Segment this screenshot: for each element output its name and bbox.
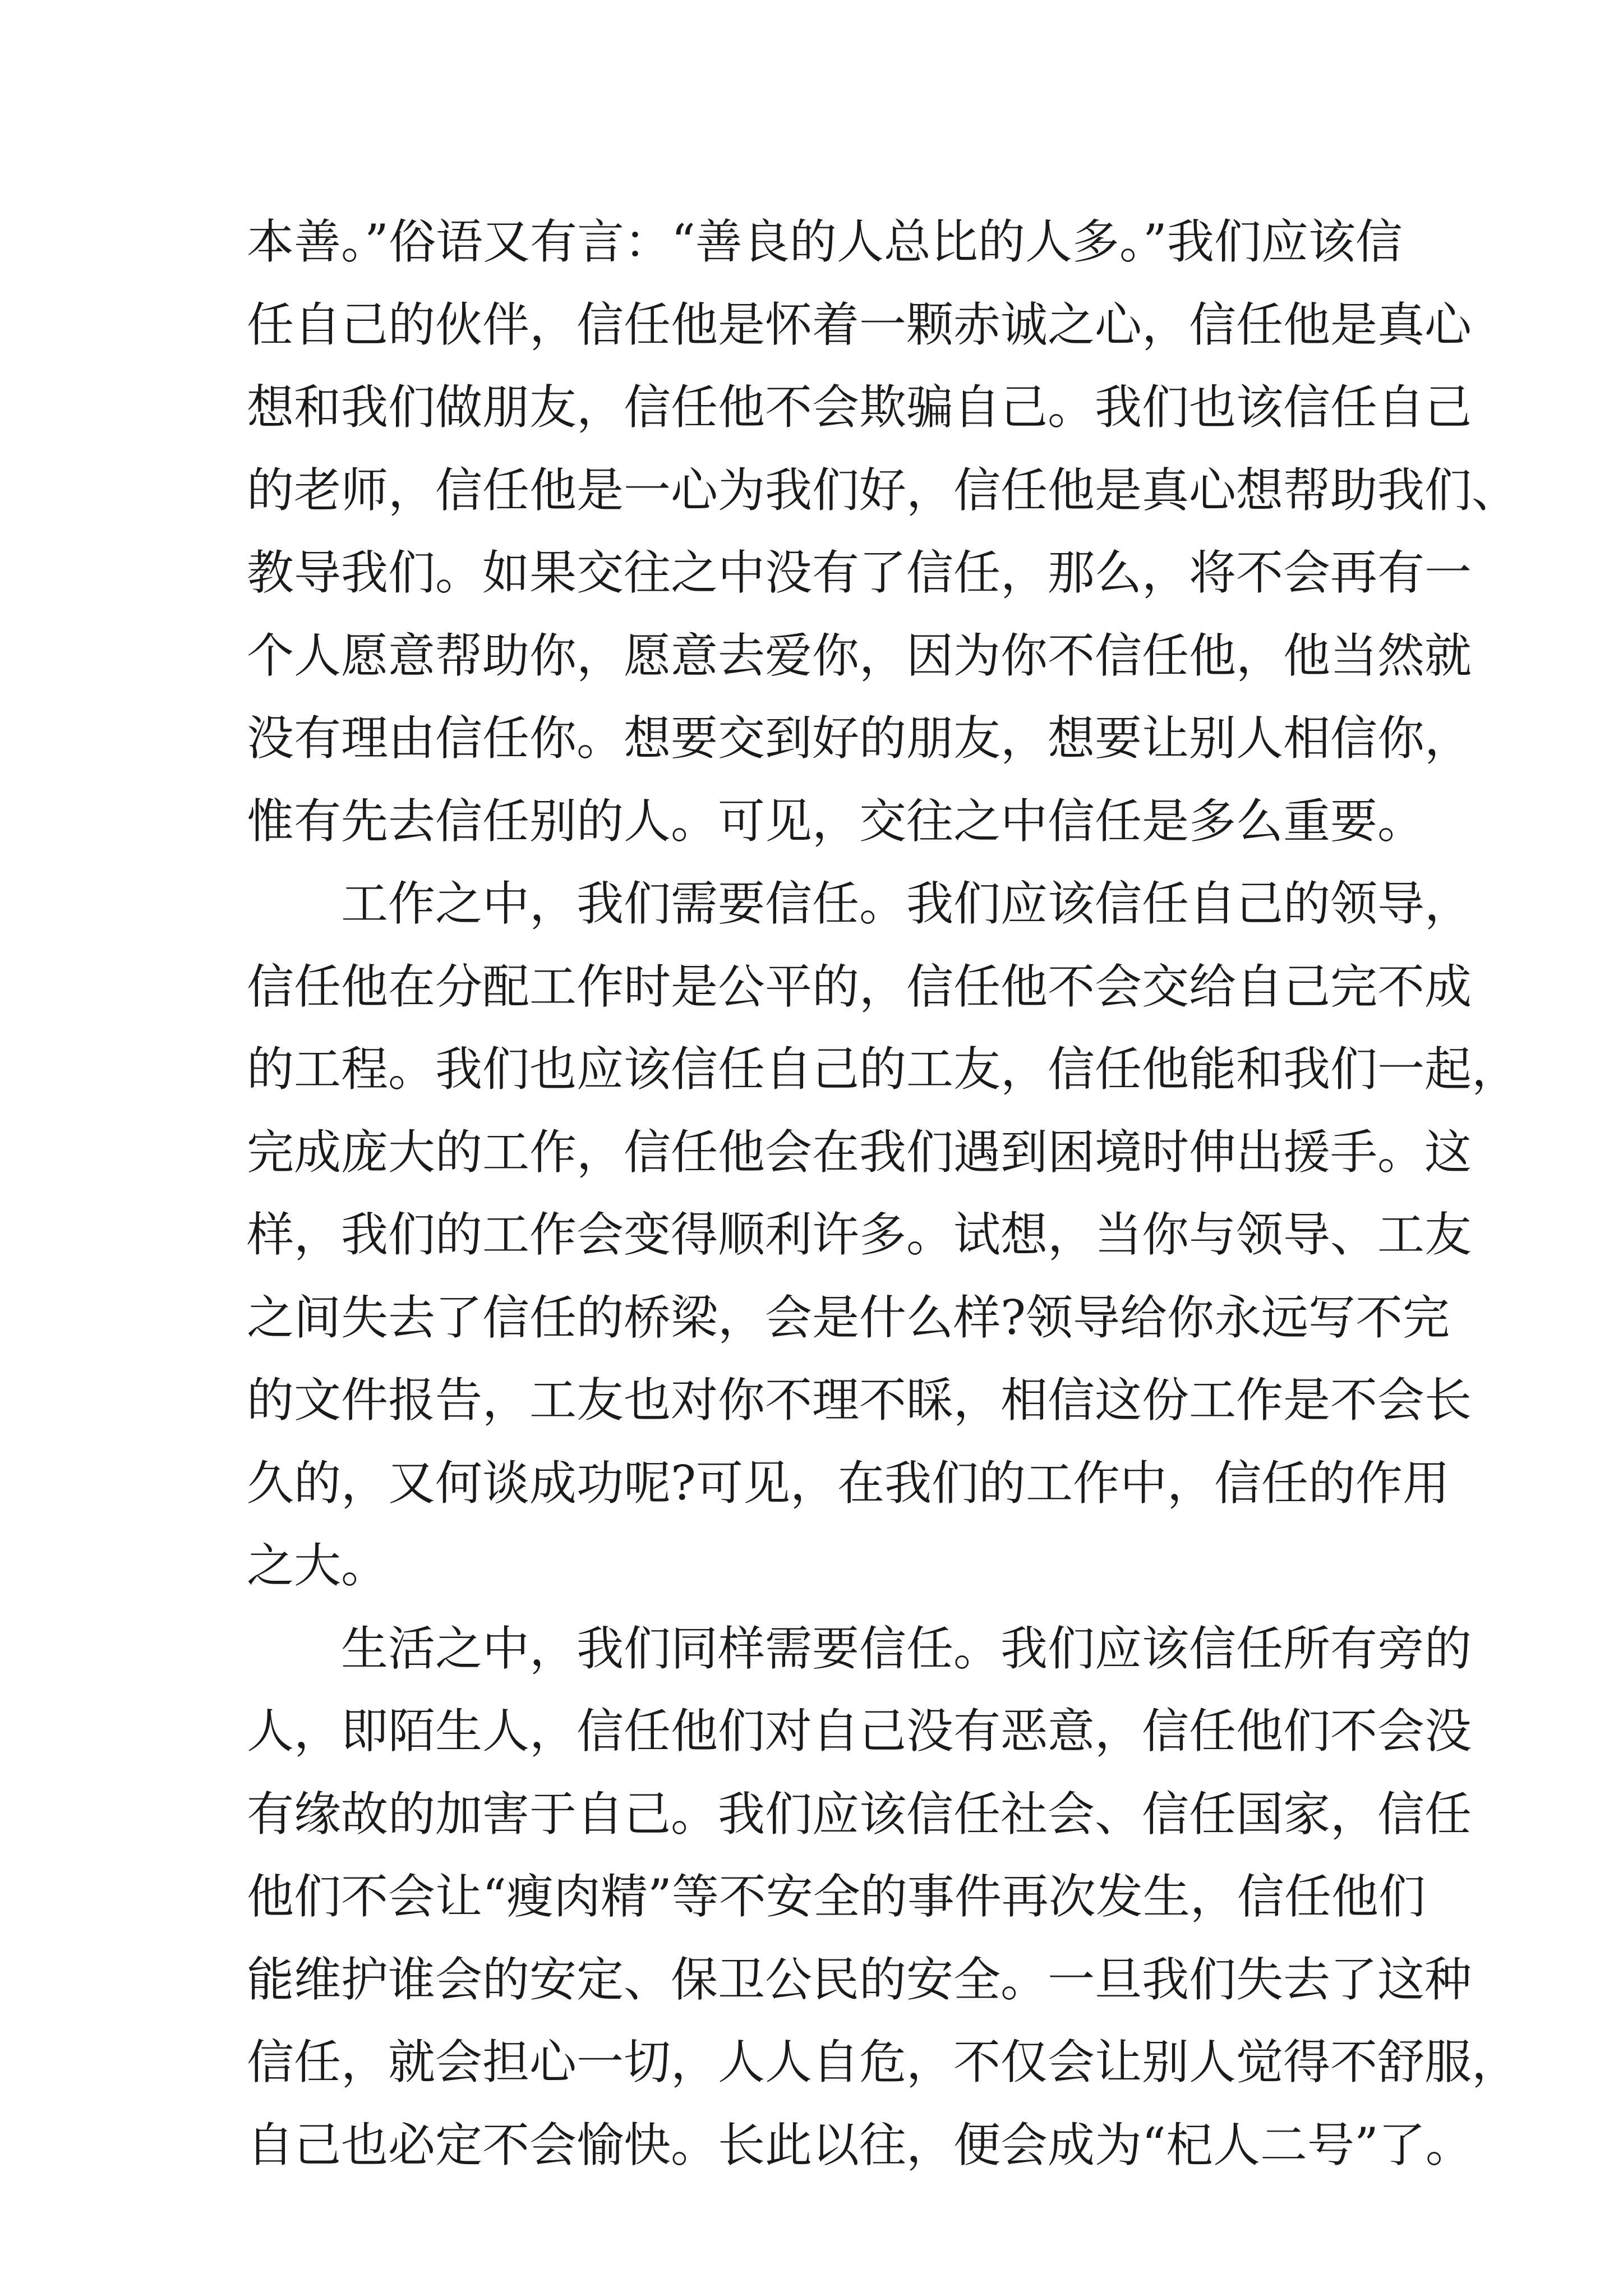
text-line: 自己也必定不会愉快。长此以往，便会成为“杞人二号”了。 xyxy=(247,2117,1473,2173)
text-line: 信任他在分配工作时是公平的，信任他不会交给自己完不成 xyxy=(247,959,1472,1014)
text-line: 信任，就会担心一切，人人自危，不仅会让别人觉得不舒服， xyxy=(247,2035,1519,2090)
text-line: 有缘故的加害于自己。我们应该信任社会、信任国家，信任 xyxy=(247,1786,1472,1842)
text-line: 本善。”俗语又有言：“善良的人总比的人多。”我们应该信 xyxy=(247,214,1403,269)
text-line: 的文件报告，工友也对你不理不睬，相信这份工作是不会长 xyxy=(247,1373,1472,1428)
text-line: 没有理由信任你。想要交到好的朋友，想要让别人相信你， xyxy=(247,711,1472,766)
text-line: 的老师，信任他是一心为我们好，信任他是真心想帮助我们、 xyxy=(247,462,1519,518)
paragraph-3 xyxy=(247,1608,1519,2187)
text-line: 的工程。我们也应该信任自己的工友，信任他能和我们一起， xyxy=(247,1042,1519,1097)
text-line: 想和我们做朋友，信任他不会欺骗自己。我们也该信任自己 xyxy=(247,380,1472,435)
text-line: 久的，又何谈成功呢?可见，在我们的工作中，信任的作用 xyxy=(247,1455,1450,1511)
text-line: 任自己的伙伴，信任他是怀着一颗赤诚之心，信任他是真心 xyxy=(247,297,1472,352)
text-line: 个人愿意帮助你，愿意去爱你，因为你不信任他，他当然就 xyxy=(247,628,1472,683)
text-line: 惟有先去信任别的人。可见，交往之中信任是多么重要。 xyxy=(247,793,1425,849)
text-line: 之大。 xyxy=(247,1538,389,1593)
paragraph-2 xyxy=(247,863,1519,1608)
paragraph-1 xyxy=(247,201,1519,863)
text-line: 完成庞大的工作，信任他会在我们遇到困境时伸出援手。这 xyxy=(247,1124,1472,1180)
text-line: 生活之中，我们同样需要信任。我们应该信任所有旁的 xyxy=(247,1621,1472,1676)
document-body xyxy=(247,201,1519,2187)
text-line: 工作之中，我们需要信任。我们应该信任自己的领导， xyxy=(247,876,1472,931)
text-line: 人，即陌生人，信任他们对自己没有恶意，信任他们不会没 xyxy=(247,1704,1472,1759)
text-line: 能维护谁会的安定、保卫公民的安全。一旦我们失去了这种 xyxy=(247,1952,1472,2007)
text-line: 样，我们的工作会变得顺利许多。试想，当你与领导、工友 xyxy=(247,1207,1472,1262)
text-line: 之间失去了信任的桥梁，会是什么样?领导给你永远写不完 xyxy=(247,1290,1450,1345)
text-line: 教导我们。如果交往之中没有了信任，那么，将不会再有一 xyxy=(247,545,1472,600)
text-line: 他们不会让“瘦肉精”等不安全的事件再次发生，信任他们 xyxy=(247,1869,1426,1924)
